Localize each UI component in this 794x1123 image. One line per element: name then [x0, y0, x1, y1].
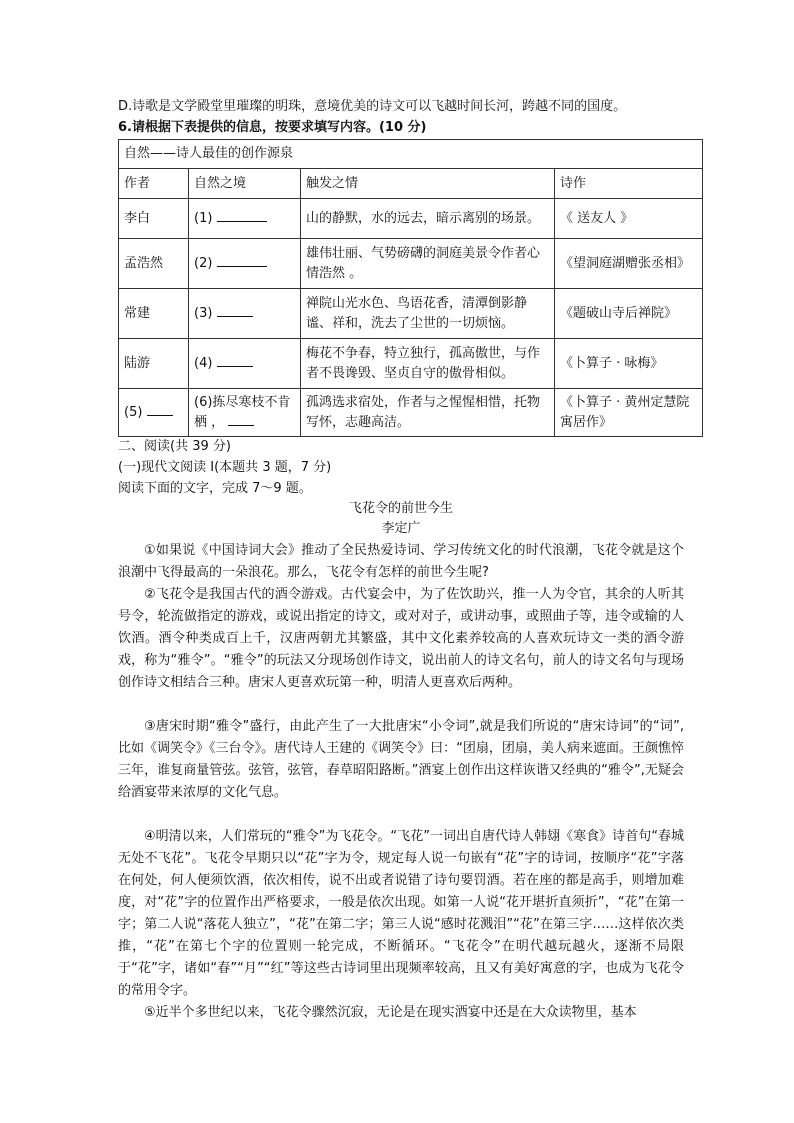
article-paragraph-2: ②飞花令是我国古代的酒令游戏。古代宴会中，为了佐饮助兴，推一人为令官，其余的人听其号令，轮流做指定的游戏，或说出指定的诗文，或对对子，或讲动事，或照曲子等，违令或输的人饮酒。酒令种类成百上千，汉唐两朝尤其繁盛，其中文化素养较高的人喜欢玩诗文一类的酒令游戏，称为“雅令”。“雅令”的玩法又分现场创作诗文，说出前人的诗文名句，前人的诗文名句与现场创作诗文相结合三种。唐宋人更喜欢玩第一种，明清人更喜欢后两种。 [118, 587, 684, 690]
answer-blank[interactable] [217, 366, 253, 367]
answer-blank[interactable] [217, 266, 267, 267]
poem-cell: 《卜算子 · 黄州定慧院寓居作》 [555, 389, 703, 437]
poem-cell: 《卜算子 · 咏梅》 [555, 339, 703, 389]
answer-blank[interactable] [217, 221, 267, 222]
section-2-heading: 二、阅读(共 39 分) [118, 439, 231, 454]
header-poem: 诗作 [555, 169, 703, 199]
author-cell: (5) [119, 389, 189, 437]
article-title: 飞花令的前世今生 [348, 501, 453, 516]
header-author: 作者 [119, 169, 189, 199]
emotion-cell: 梅花不争春，特立独行，孤高傲世，与作者不畏谗毁、坚贞自守的傲骨相似。 [301, 339, 555, 389]
table-row [119, 339, 703, 389]
poets-table [118, 139, 703, 437]
subsection-heading: (一)现代文阅读 I(本题共 3 题，7 分) [118, 460, 332, 475]
author-cell: 李白 [119, 199, 189, 239]
scene-cell: (6)拣尽寒枝不肯栖 ， [189, 389, 301, 437]
article-paragraph-3: ③唐宋时期“雅令”盛行，由此产生了一大批唐宋“小令词”,就是我们所说的“唐宋诗词”的“词”,比如《调笑令》《三台令》。唐代诗人王建的《调笑令》曰：“团扇，团扇，美人病来遮面。王颜憔悴三年，谁复商量管弦。弦管，弦管，春草昭阳路断。”酒宴上创作出这样诙谐又经典的“雅令”,无疑会给酒宴带来浓厚的文化气息。 [118, 719, 684, 800]
question-6-prompt: 6.请根据下表提供的信息，按要求填写内容。(10 分) [118, 120, 427, 135]
table-row [119, 289, 703, 339]
poem-cell: 《望洞庭湖赠张丞相》 [555, 239, 703, 289]
author-cell: 常建 [119, 289, 189, 339]
emotion-cell: 禅院山光水色、鸟语花香，清潭倒影静谧、祥和，洗去了尘世的一切烦恼。 [301, 289, 555, 339]
header-emotion: 触发之情 [301, 169, 555, 199]
scene-cell: (4) [189, 339, 301, 389]
table-title: 自然——诗人最佳的创作源泉 [119, 140, 703, 169]
scene-cell: (3) [189, 289, 301, 339]
article-paragraph-1: ①如果说《中国诗词大会》推动了全民热爱诗词、学习传统文化的时代浪潮，飞花令就是这个浪潮中飞得最高的一朵浪花。那么，飞花令有怎样的前世今生呢? [118, 543, 684, 580]
emotion-cell: 雄伟壮丽、气势磅礴的洞庭美景令作者心情浩然 。 [301, 239, 555, 289]
article-author: 李定广 [381, 521, 421, 536]
option-d: D.诗歌是文学殿堂里璀璨的明珠，意境优美的诗文可以飞越时间长河，跨越不同的国度。 [118, 99, 627, 114]
reading-instruction: 阅读下面的文字，完成 7～9 题。 [118, 481, 312, 496]
table-row [119, 389, 703, 437]
article-paragraph-5: ⑤近半个多世纪以来，飞花令骤然沉寂，无论是在现实酒宴中还是在大众读物里，基本 [144, 1005, 637, 1020]
table-row [119, 239, 703, 289]
author-cell: 孟浩然 [119, 239, 189, 289]
answer-blank[interactable] [217, 316, 253, 317]
emotion-cell: 山的静默，水的远去，暗示离别的场景。 [301, 199, 555, 239]
scene-cell: (2) [189, 239, 301, 289]
answer-blank[interactable] [228, 425, 254, 426]
poem-cell: 《题破山寺后禅院》 [555, 289, 703, 339]
answer-blank[interactable] [147, 415, 173, 416]
article-paragraph-4: ④明清以来，人们常玩的“雅令”为飞花令。“飞花”一词出自唐代诗人韩翃《寒食》诗首句“春城无处不飞花”。飞花令早期只以“花”字为令，规定每人说一句嵌有“花”字的诗词，按顺序“花”字落在何处，何人便须饮酒，依次相传，说不出或者说错了诗句要罚酒。若在座的都是高手，则增加难度，对“花”字的位置作出严格要求，一般是依次出现。如第一人说“花开堪折直须折”，“花”在第一字；第二人说“落花人独立”，“花”在第二字；第三人说“感时花溅泪”“花”在第三字……这样依次类推，“花”在第七个字的位置则一轮完成，不断循环。“飞花令”在明代越玩越火，逐渐不局限于“花”字，诸如“春”“月”“红”等这些古诗词里出现频率较高，且又有美好寓意的字，也成为飞花令的常用令字。 [118, 829, 684, 998]
table-row [119, 199, 703, 239]
author-cell: 陆游 [119, 339, 189, 389]
emotion-cell: 孤鸿选求宿处，作者与之惺惺相惜，托物写怀，志趣高洁。 [301, 389, 555, 437]
header-scene: 自然之境 [189, 169, 301, 199]
poem-cell: 《 送友人 》 [555, 199, 703, 239]
scene-cell: (1) [189, 199, 301, 239]
